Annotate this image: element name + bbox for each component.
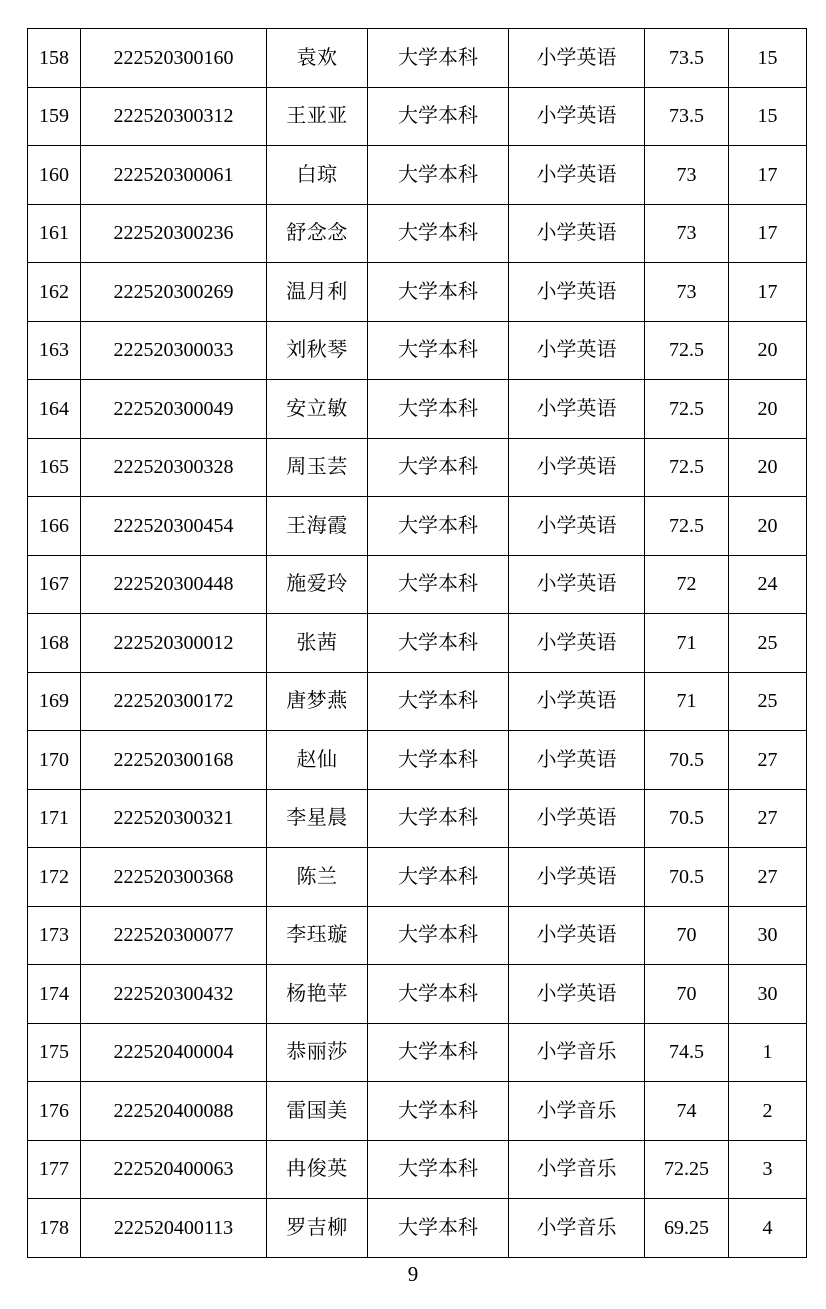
cell-rank: 174	[28, 965, 81, 1024]
cell-subject: 小学英语	[509, 906, 645, 965]
cell-rank: 171	[28, 789, 81, 848]
cell-order: 17	[729, 146, 807, 205]
cell-name: 施爱玲	[267, 555, 368, 614]
cell-score: 72	[645, 555, 729, 614]
cell-rank: 167	[28, 555, 81, 614]
cell-score: 70.5	[645, 789, 729, 848]
cell-id: 222520300160	[81, 29, 267, 88]
cell-score: 70	[645, 906, 729, 965]
cell-rank: 160	[28, 146, 81, 205]
cell-education: 大学本科	[368, 1023, 509, 1082]
cell-rank: 162	[28, 263, 81, 322]
cell-rank: 177	[28, 1140, 81, 1199]
table-row	[28, 438, 807, 497]
cell-education: 大学本科	[368, 848, 509, 907]
table-row	[28, 555, 807, 614]
table-row	[28, 731, 807, 790]
cell-id: 222520400063	[81, 1140, 267, 1199]
cell-rank: 166	[28, 497, 81, 556]
cell-score: 73.5	[645, 29, 729, 88]
cell-rank: 175	[28, 1023, 81, 1082]
cell-score: 73	[645, 146, 729, 205]
cell-name: 陈兰	[267, 848, 368, 907]
table-row	[28, 789, 807, 848]
cell-subject: 小学英语	[509, 672, 645, 731]
cell-score: 73	[645, 263, 729, 322]
cell-education: 大学本科	[368, 1199, 509, 1258]
table-row	[28, 497, 807, 556]
table-row	[28, 204, 807, 263]
cell-id: 222520300321	[81, 789, 267, 848]
table-row	[28, 1140, 807, 1199]
table-row	[28, 321, 807, 380]
cell-name: 舒念念	[267, 204, 368, 263]
cell-name: 刘秋琴	[267, 321, 368, 380]
cell-name: 周玉芸	[267, 438, 368, 497]
cell-education: 大学本科	[368, 614, 509, 673]
cell-score: 70	[645, 965, 729, 1024]
cell-id: 222520300033	[81, 321, 267, 380]
cell-id: 222520400113	[81, 1199, 267, 1258]
cell-rank: 172	[28, 848, 81, 907]
table-row	[28, 29, 807, 88]
cell-score: 70.5	[645, 731, 729, 790]
cell-education: 大学本科	[368, 906, 509, 965]
table-row	[28, 614, 807, 673]
cell-education: 大学本科	[368, 380, 509, 439]
cell-score: 74.5	[645, 1023, 729, 1082]
cell-order: 17	[729, 204, 807, 263]
cell-rank: 168	[28, 614, 81, 673]
cell-education: 大学本科	[368, 263, 509, 322]
cell-name: 罗吉柳	[267, 1199, 368, 1258]
cell-score: 72.5	[645, 438, 729, 497]
table-row	[28, 848, 807, 907]
table-row	[28, 146, 807, 205]
cell-rank: 161	[28, 204, 81, 263]
cell-name: 王亚亚	[267, 87, 368, 146]
cell-order: 20	[729, 497, 807, 556]
cell-id: 222520300049	[81, 380, 267, 439]
cell-score: 72.5	[645, 321, 729, 380]
cell-subject: 小学英语	[509, 438, 645, 497]
cell-rank: 170	[28, 731, 81, 790]
cell-score: 72.5	[645, 380, 729, 439]
cell-education: 大学本科	[368, 672, 509, 731]
table-row	[28, 672, 807, 731]
cell-subject: 小学英语	[509, 497, 645, 556]
cell-id: 222520400088	[81, 1082, 267, 1141]
cell-subject: 小学英语	[509, 87, 645, 146]
cell-id: 222520300061	[81, 146, 267, 205]
cell-name: 冉俊英	[267, 1140, 368, 1199]
candidate-results-table	[27, 28, 807, 1258]
cell-order: 15	[729, 29, 807, 88]
cell-education: 大学本科	[368, 146, 509, 205]
cell-subject: 小学英语	[509, 614, 645, 673]
cell-name: 李星晨	[267, 789, 368, 848]
cell-name: 李珏璇	[267, 906, 368, 965]
cell-id: 222520300077	[81, 906, 267, 965]
table-row	[28, 1023, 807, 1082]
cell-id: 222520300012	[81, 614, 267, 673]
cell-subject: 小学英语	[509, 263, 645, 322]
cell-order: 3	[729, 1140, 807, 1199]
cell-order: 30	[729, 906, 807, 965]
cell-order: 20	[729, 438, 807, 497]
table-row	[28, 263, 807, 322]
page-number: 9	[407, 1262, 419, 1286]
table-row	[28, 380, 807, 439]
cell-education: 大学本科	[368, 438, 509, 497]
cell-name: 赵仙	[267, 731, 368, 790]
cell-score: 71	[645, 614, 729, 673]
cell-subject: 小学音乐	[509, 1082, 645, 1141]
cell-order: 20	[729, 380, 807, 439]
cell-id: 222520300312	[81, 87, 267, 146]
cell-rank: 159	[28, 87, 81, 146]
cell-subject: 小学音乐	[509, 1140, 645, 1199]
cell-name: 温月利	[267, 263, 368, 322]
cell-rank: 173	[28, 906, 81, 965]
cell-order: 27	[729, 789, 807, 848]
cell-subject: 小学英语	[509, 848, 645, 907]
cell-subject: 小学音乐	[509, 1023, 645, 1082]
cell-subject: 小学英语	[509, 731, 645, 790]
cell-education: 大学本科	[368, 555, 509, 614]
cell-id: 222520300172	[81, 672, 267, 731]
cell-order: 27	[729, 848, 807, 907]
cell-subject: 小学英语	[509, 965, 645, 1024]
cell-subject: 小学英语	[509, 321, 645, 380]
cell-order: 27	[729, 731, 807, 790]
cell-score: 72.5	[645, 497, 729, 556]
cell-order: 1	[729, 1023, 807, 1082]
cell-order: 4	[729, 1199, 807, 1258]
cell-order: 15	[729, 87, 807, 146]
cell-rank: 176	[28, 1082, 81, 1141]
table-row	[28, 1199, 807, 1258]
cell-rank: 169	[28, 672, 81, 731]
cell-education: 大学本科	[368, 731, 509, 790]
cell-subject: 小学英语	[509, 29, 645, 88]
cell-order: 30	[729, 965, 807, 1024]
cell-subject: 小学英语	[509, 146, 645, 205]
cell-name: 唐梦燕	[267, 672, 368, 731]
table-body	[28, 29, 807, 1258]
cell-score: 70.5	[645, 848, 729, 907]
cell-order: 25	[729, 614, 807, 673]
cell-order: 17	[729, 263, 807, 322]
table-row	[28, 965, 807, 1024]
cell-score: 74	[645, 1082, 729, 1141]
cell-name: 恭丽莎	[267, 1023, 368, 1082]
cell-education: 大学本科	[368, 321, 509, 380]
cell-name: 张茜	[267, 614, 368, 673]
cell-id: 222520400004	[81, 1023, 267, 1082]
cell-subject: 小学英语	[509, 380, 645, 439]
cell-score: 71	[645, 672, 729, 731]
cell-rank: 163	[28, 321, 81, 380]
cell-id: 222520300236	[81, 204, 267, 263]
cell-id: 222520300328	[81, 438, 267, 497]
cell-name: 袁欢	[267, 29, 368, 88]
cell-education: 大学本科	[368, 1082, 509, 1141]
cell-order: 20	[729, 321, 807, 380]
cell-education: 大学本科	[368, 204, 509, 263]
cell-score: 73	[645, 204, 729, 263]
cell-rank: 158	[28, 29, 81, 88]
cell-score: 73.5	[645, 87, 729, 146]
cell-subject: 小学英语	[509, 555, 645, 614]
table-row	[28, 87, 807, 146]
candidate-results-table-wrapper	[27, 28, 799, 1258]
cell-id: 222520300448	[81, 555, 267, 614]
cell-id: 222520300269	[81, 263, 267, 322]
cell-subject: 小学英语	[509, 204, 645, 263]
table-row	[28, 906, 807, 965]
cell-subject: 小学英语	[509, 789, 645, 848]
cell-score: 69.25	[645, 1199, 729, 1258]
cell-name: 杨艳苹	[267, 965, 368, 1024]
cell-education: 大学本科	[368, 965, 509, 1024]
cell-id: 222520300432	[81, 965, 267, 1024]
cell-id: 222520300454	[81, 497, 267, 556]
cell-name: 白琼	[267, 146, 368, 205]
cell-id: 222520300368	[81, 848, 267, 907]
cell-score: 72.25	[645, 1140, 729, 1199]
cell-order: 2	[729, 1082, 807, 1141]
cell-education: 大学本科	[368, 1140, 509, 1199]
cell-rank: 178	[28, 1199, 81, 1258]
cell-education: 大学本科	[368, 789, 509, 848]
cell-subject: 小学音乐	[509, 1199, 645, 1258]
table-row	[28, 1082, 807, 1141]
cell-education: 大学本科	[368, 87, 509, 146]
cell-order: 25	[729, 672, 807, 731]
cell-rank: 165	[28, 438, 81, 497]
cell-id: 222520300168	[81, 731, 267, 790]
cell-rank: 164	[28, 380, 81, 439]
cell-education: 大学本科	[368, 29, 509, 88]
cell-order: 24	[729, 555, 807, 614]
cell-education: 大学本科	[368, 497, 509, 556]
cell-name: 王海霞	[267, 497, 368, 556]
cell-name: 安立敏	[267, 380, 368, 439]
cell-name: 雷国美	[267, 1082, 368, 1141]
